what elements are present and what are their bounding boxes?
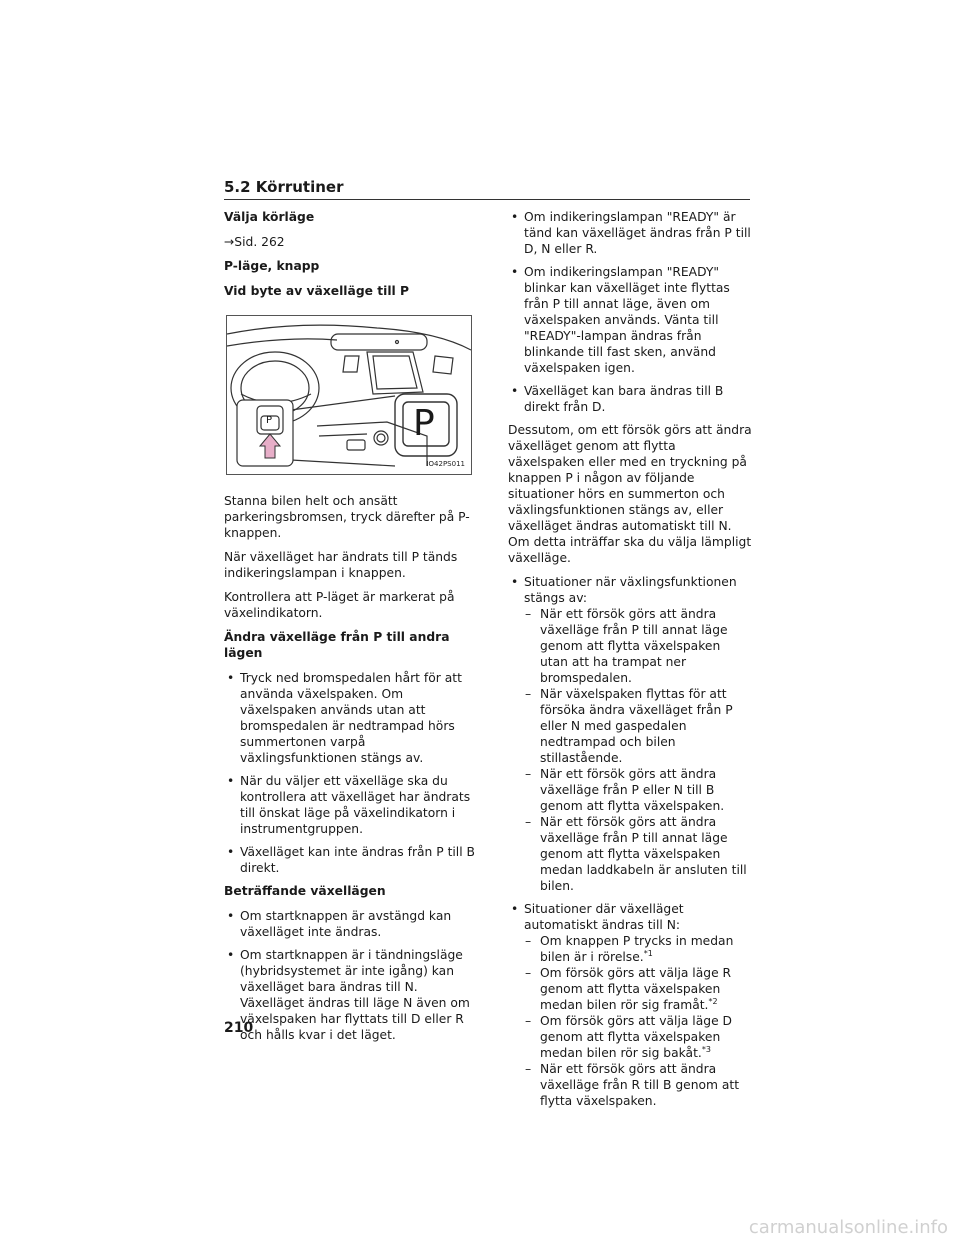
figure-code: IO42PS011 (426, 460, 465, 468)
sub-list-item: – När ett försök görs att ändra växelläge från P till annat läge genom att flytta växelspaken medan laddkabeln är ansluten till bilen. (524, 814, 752, 894)
page-number: 210 (224, 1020, 254, 1036)
sub-list-item: – När ett försök görs att ändra växelläge från P till annat läge genom att flytta växelspaken utan att ha trampat ner bromspedalen. (524, 606, 752, 686)
large-p-letter: P (413, 403, 435, 444)
paragraph-buzzer-situations: Dessutom, om ett försök görs att ändra växelläget genom att flytta växelspaken eller med en tryckning på knappen P i någon av följande situationer hörs en summerton och växlingsfunktionen stängs av, eller växelläget ändras automatiskt till N. Om detta inträffar ska du välja lämpligt växelläge. (508, 423, 752, 565)
list-item: • Om indikeringslampan "READY" är tänd kan växelläget ändras från P till D, N eller R. (508, 209, 752, 257)
list-item: • Växelläget kan inte ändras från P till B direkt. (224, 844, 476, 876)
footnote-marker: *1 (643, 948, 653, 958)
heading-shift-to-p: Vid byte av växelläge till P (224, 284, 410, 298)
list-item-text: • Situationer där växelläget automatiskt ändras till N: (524, 902, 684, 932)
sub-list-item-text: Om försök görs att välja läge R genom att flytta växelspaken medan bilen rör sig framåt. (540, 966, 732, 1012)
footnote-marker: *3 (701, 1044, 711, 1054)
footnote-marker: *2 (708, 996, 718, 1006)
right-column (508, 209, 752, 1116)
sub-list-item (524, 1013, 752, 1061)
list-item (508, 901, 752, 1109)
section-header: 5.2 Körrutiner (224, 178, 750, 200)
sub-list-item-text: Om knappen P trycks in medan bilen är i rörelse. (540, 934, 734, 964)
paragraph-stop-vehicle: Stanna bilen helt och ansätt parkeringsbromsen, tryck därefter på P-knappen. (224, 494, 470, 540)
dashboard-p-button-illustration (226, 315, 472, 475)
heading-about-shift-positions: Beträffande växellägen (224, 884, 386, 898)
list-item: • Om startknappen är i tändningsläge (hybridsystemet är inte igång) kan växelläget bara ändras till N. Växelläget ändras till läge N även om växelspaken har flyttats till D eller R och hålls kvar i det läget. (224, 947, 476, 1043)
sub-list-item-text: Om försök görs att välja läge D genom att flytta växelspaken medan bilen rör sig bakåt. (540, 1014, 733, 1060)
sub-list-item (524, 965, 752, 1013)
list-item: • Om startknappen är avstängd kan växelläget inte ändras. (224, 908, 476, 940)
list-item: • När du väljer ett växelläge ska du kontrollera att växelläget har ändrats till önskat läge på växelindikatorn i instrumentgruppen. (224, 773, 476, 837)
heading-p-position-button: P-läge, knapp (224, 259, 320, 273)
list-item: • Växelläget kan bara ändras till B direkt från D. (508, 383, 752, 415)
dashboard-drawing (227, 316, 471, 474)
list-item: • Tryck ned bromspedalen hårt för att använda växelspaken. Om växelspaken används utan att bromspedalen är nedtrampad hörs summertonen varpå växlingsfunktionen stängs av. (224, 670, 476, 766)
heading-change-from-p: Ändra växelläge från P till andra lägen (224, 630, 450, 660)
sub-list-item: – När ett försök görs att ändra växelläge från P eller N till B genom att flytta växelspaken. (524, 766, 752, 814)
list-item: • Om indikeringslampan "READY" blinkar kan växelläget inte flyttas från P till annat läge, även om växelspaken används. Vänta till "READY"-lampan ändras från blinkande till fast sken, använd växelspaken igen. (508, 264, 752, 376)
left-column (224, 209, 476, 1050)
list-item-text: • Situationer när växlingsfunktionen stängs av: (524, 575, 737, 605)
paragraph-check-indicator: Kontrollera att P-läget är markerat på växelindikatorn. (224, 590, 455, 620)
paragraph-indicator-lamp: När växelläget har ändrats till P tänds indikeringslampan i knappen. (224, 550, 458, 580)
sub-list-item: – När ett försök görs att ändra växelläge från R till B genom att flytta växelspaken. (524, 1061, 752, 1109)
sub-list-item (524, 933, 752, 965)
small-p-letter: P (266, 415, 273, 426)
sub-list-item: – När växelspaken flyttas för att försöka ändra växelläget från P eller N med gaspedalen nedtrampad och bilen stillastående. (524, 686, 752, 766)
page-reference-link[interactable]: →Sid. 262 (224, 235, 285, 249)
list-item (508, 574, 752, 894)
watermark: carmanualsonline.info (748, 1217, 948, 1238)
heading-select-drive-mode: Välja körläge (224, 210, 315, 224)
